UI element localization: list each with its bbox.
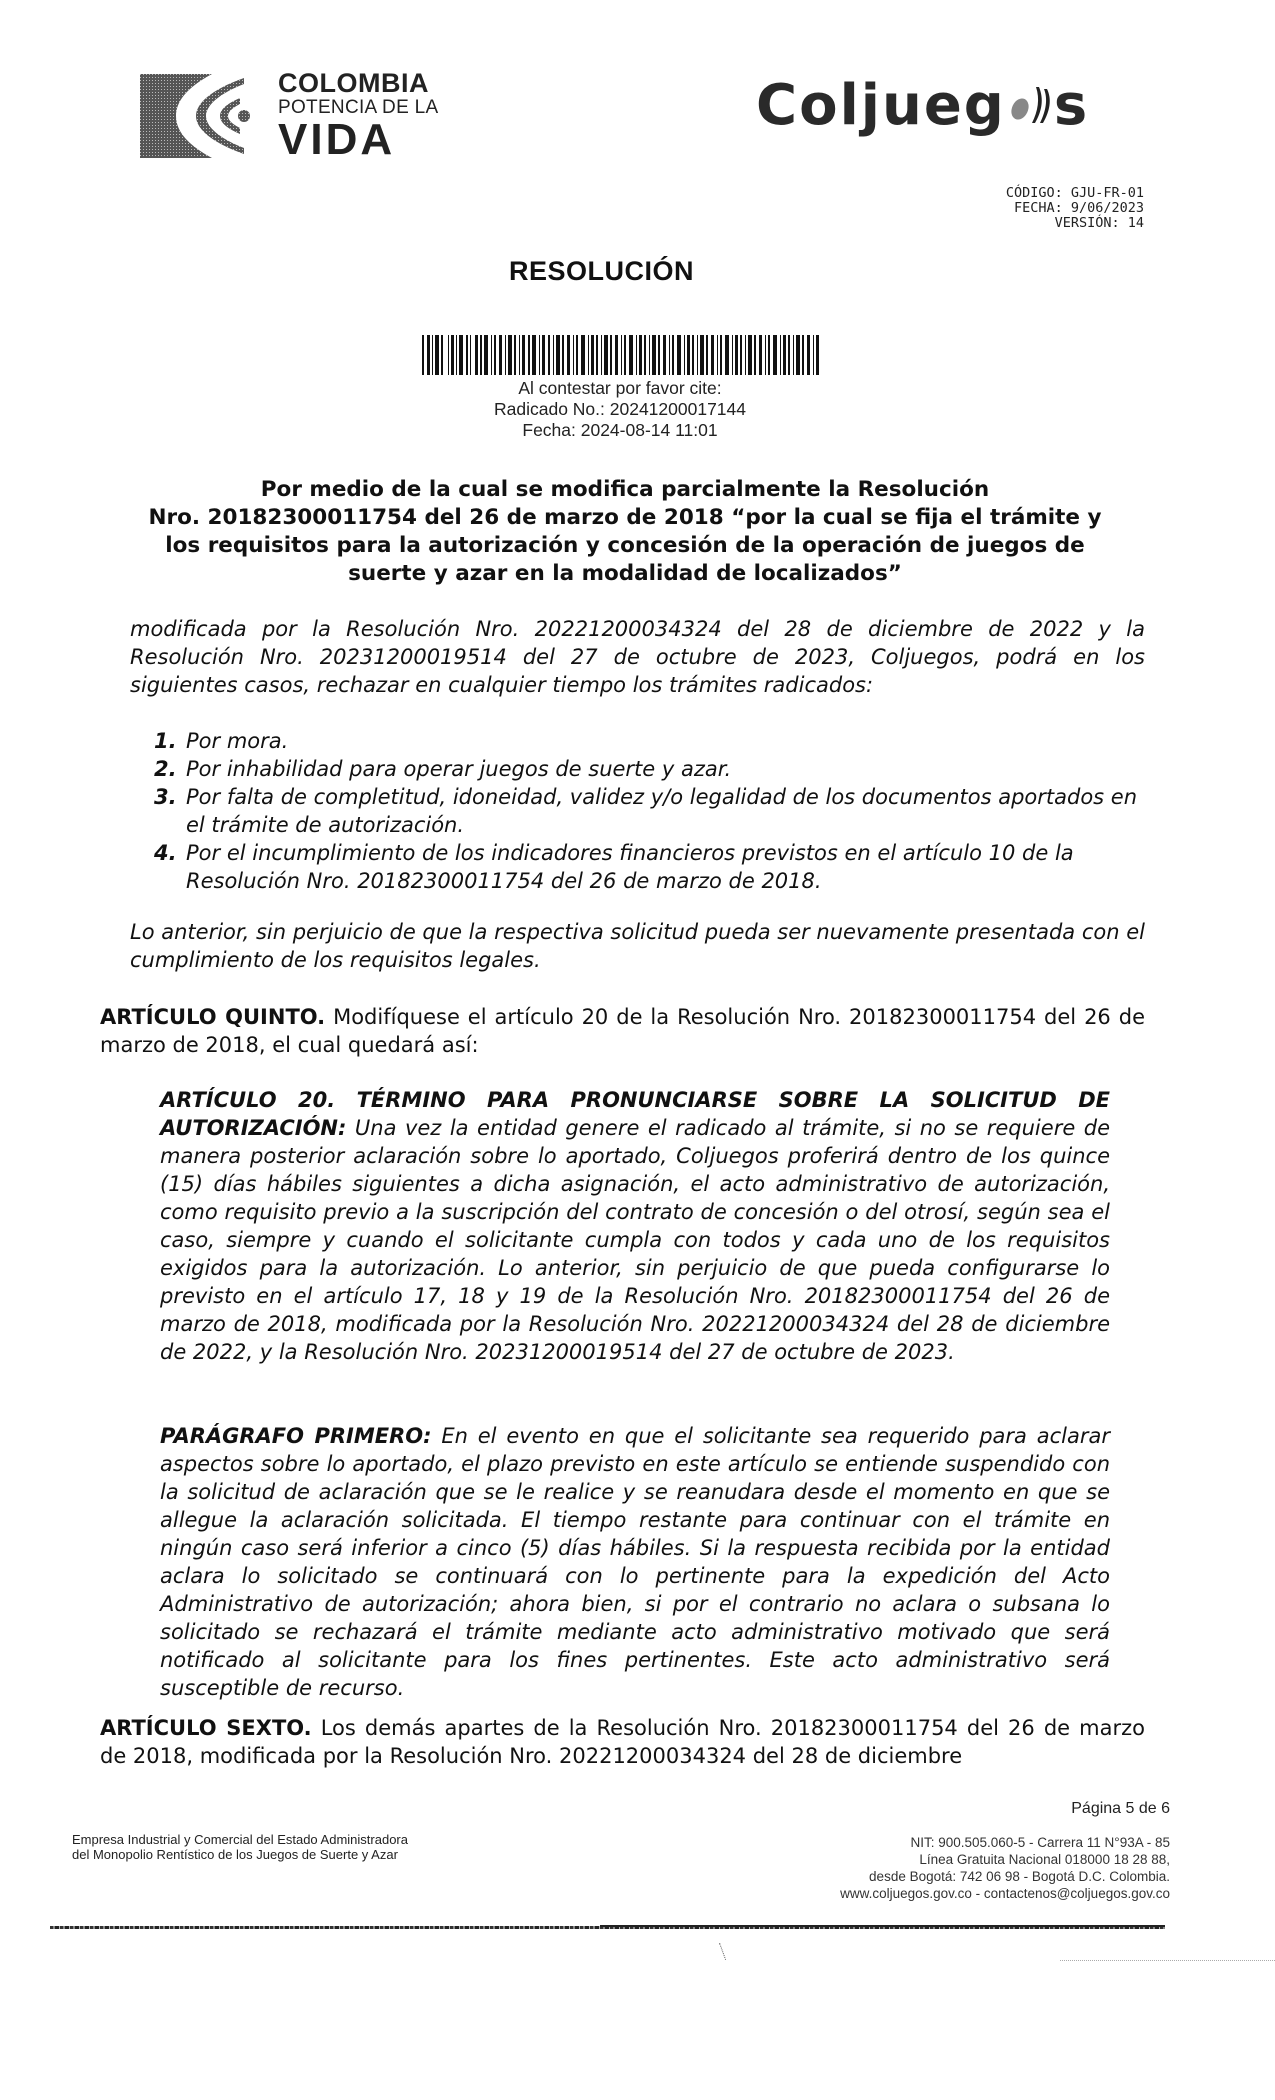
colombia-potencia-vida-logo — [140, 68, 480, 163]
coljuegos-logo-prefix: Coljueg — [756, 72, 1006, 138]
list-item: 4. Por el incumplimiento de los indicadores financieros previstos en el artículo 10 de la Resolución Nro. 20182300011754 del 26 de marzo de 2018. — [154, 841, 1074, 893]
list-item: 1. Por mora. — [154, 729, 289, 753]
logo-line-potencia: POTENCIA DE LA — [278, 97, 439, 118]
coljuegos-logo-suffix: s — [1053, 72, 1090, 138]
footer-web-email: www.coljuegos.gov.co - contactenos@coljuegos.gov.co — [840, 1886, 1170, 1901]
logo-line-vida: VIDA — [278, 115, 396, 164]
list-item: 3. Por falta de completitud, idoneidad, validez y/o legalidad de los documentos aportados en el trámite de autorización. — [154, 785, 1138, 837]
list-item: 2. Por inhabilidad para operar juegos de suerte y azar. — [154, 757, 732, 781]
doc-date: FECHA: 9/06/2023 — [1013, 200, 1144, 216]
scan-artifact-line — [1060, 1960, 1275, 1962]
page-number: Página 5 de 6 — [1071, 1800, 1170, 1817]
filing-number: Radicado No.: 20241200017144 — [493, 399, 746, 419]
scan-artifact — [719, 1942, 728, 1960]
articulo-sexto — [100, 1714, 1145, 1770]
document-type-heading: RESOLUCIÓN — [508, 256, 694, 286]
footer-bogota-phone: desde Bogotá: 742 06 98 - Bogotá D.C. Colombia. — [869, 1869, 1170, 1884]
articulo-sexto-heading: ARTÍCULO SEXTO. — [100, 1716, 312, 1740]
intro-paragraph: modificada por la Resolución Nro. 20221200034324 del 28 de diciembre de 2022 y la Resolución Nro. 20231200019514 del 27 de octubre de 2023, Coljuegos, podrá en los siguientes casos, rechazar en cualquier tiempo los trámites radicados: — [130, 617, 1145, 697]
doc-version: VERSIÓN: 14 — [1054, 215, 1144, 231]
paragrafo-primero-heading: PARÁGRAFO PRIMERO: — [160, 1424, 432, 1448]
doc-code: CÓDIGO: GJU-FR-01 — [1005, 185, 1144, 201]
logo-line-colombia: COLOMBIA — [278, 68, 429, 98]
articulo-quinto-heading: ARTÍCULO QUINTO. — [100, 1005, 326, 1029]
footer-nit-address: NIT: 900.505.060-5 - Carrera 11 N°93A - 85 — [910, 1835, 1170, 1850]
resolution-title: Por medio de la cual se modifica parcialmente la Resolución Nro. 20182300011754 del 26 de marzo de 2018 “por la cual se fija el trámite y los requisitos para la autorización y concesión de la operación de juegos de suerte y azar en la modalidad de localizados” — [148, 477, 1102, 586]
filing-date: Fecha: 2024-08-14 11:01 — [522, 420, 718, 440]
coljuegos-swoosh-icon — [1008, 83, 1052, 127]
articulo-quinto — [100, 1003, 1145, 1059]
cite-instruction: Al contestar por favor cite: — [518, 378, 722, 398]
footer-entity-description: Empresa Industrial y Comercial del Estado Administradora del Monopolio Rentístico de los Juegos de Suerte y Azar — [72, 1832, 408, 1862]
paragrafo-primero-text: En el evento en que el solicitante sea requerido para aclarar aspectos sobre lo aportado, el plazo previsto en este artículo se entiende suspendido con la solicitud de aclaración que se le realice y se reanudara desde el momento en que se allegue la aclaración solicitada. El tiempo restante para continuar con el trámite en ningún caso será inferior a cinco (5) días hábiles. Si la respuesta recibida por la entidad aclara lo solicitado se continuará con lo pertinente para la expedición del Acto Administrativo de autorización; ahora bien, si por el contrario no aclara o subsana lo solicitado se rechazará el trámite mediante acto administrativo motivado que será notificado al solicitante para los fines pertinentes. Este acto administrativo será susceptible de recurso. — [160, 1424, 1110, 1700]
articulo-20-text: Una vez la entidad genere el radicado al trámite, si no se requiere de manera posterior aclaración sobre lo aportado, Coljuegos proferirá dentro de los quince (15) días hábiles siguientes a dicha asignación, el acto administrativo de autorización, como requisito previo a la suscripción del contrato de concesión o del otrosí, según sea el caso, siempre y cuando el solicitante cumpla con todos y cada uno de los requisitos exigidos para la autorización. Lo anterior, sin perjuicio de que pueda configurarse lo previsto en el artículo 17, 18 y 19 de la Resolución Nro. 20182300011754 del 26 de marzo de 2018, modificada por la Resolución Nro. 20221200034324 del 28 de diciembre de 2022, y la Resolución Nro. 20231200019514 del 27 de octubre de 2023. — [160, 1116, 1110, 1364]
lo-anterior-paragraph: Lo anterior, sin perjuicio de que la respectiva solicitud pueda ser nuevamente presentada con el cumplimiento de los requisitos legales. — [130, 920, 1145, 972]
barcode-icon — [422, 335, 820, 375]
footer-divider-solid — [600, 1925, 1165, 1927]
articulo-quinto-text: Modifíquese el artículo 20 de la Resolución Nro. 20182300011754 del 26 de marzo de 2018, el cual quedará así: — [100, 1005, 1145, 1057]
articulo-20 — [160, 1086, 1110, 1366]
footer-contact-info — [840, 1834, 1170, 1902]
colombia-arcs-logo-icon — [140, 74, 258, 158]
articulo-sexto-text: Los demás apartes de la Resolución Nro. 20182300011754 del 26 de marzo de 2018, modificada por la Resolución Nro. 20221200034324 del 28 de diciembre — [100, 1716, 1145, 1768]
rejection-causes-list — [154, 727, 1144, 895]
articulo-20-heading: ARTÍCULO 20. TÉRMINO PARA PRONUNCIARSE SOBRE LA SOLICITUD DE AUTORIZACIÓN: — [160, 1088, 1110, 1140]
colombia-logo-text — [278, 68, 438, 162]
paragrafo-primero — [160, 1422, 1110, 1702]
document-control-meta — [1006, 186, 1144, 231]
coljuegos-logo — [756, 70, 1089, 140]
filing-citation — [390, 378, 850, 441]
footer-toll-free: Línea Gratuita Nacional 018000 18 28 88, — [919, 1852, 1170, 1867]
